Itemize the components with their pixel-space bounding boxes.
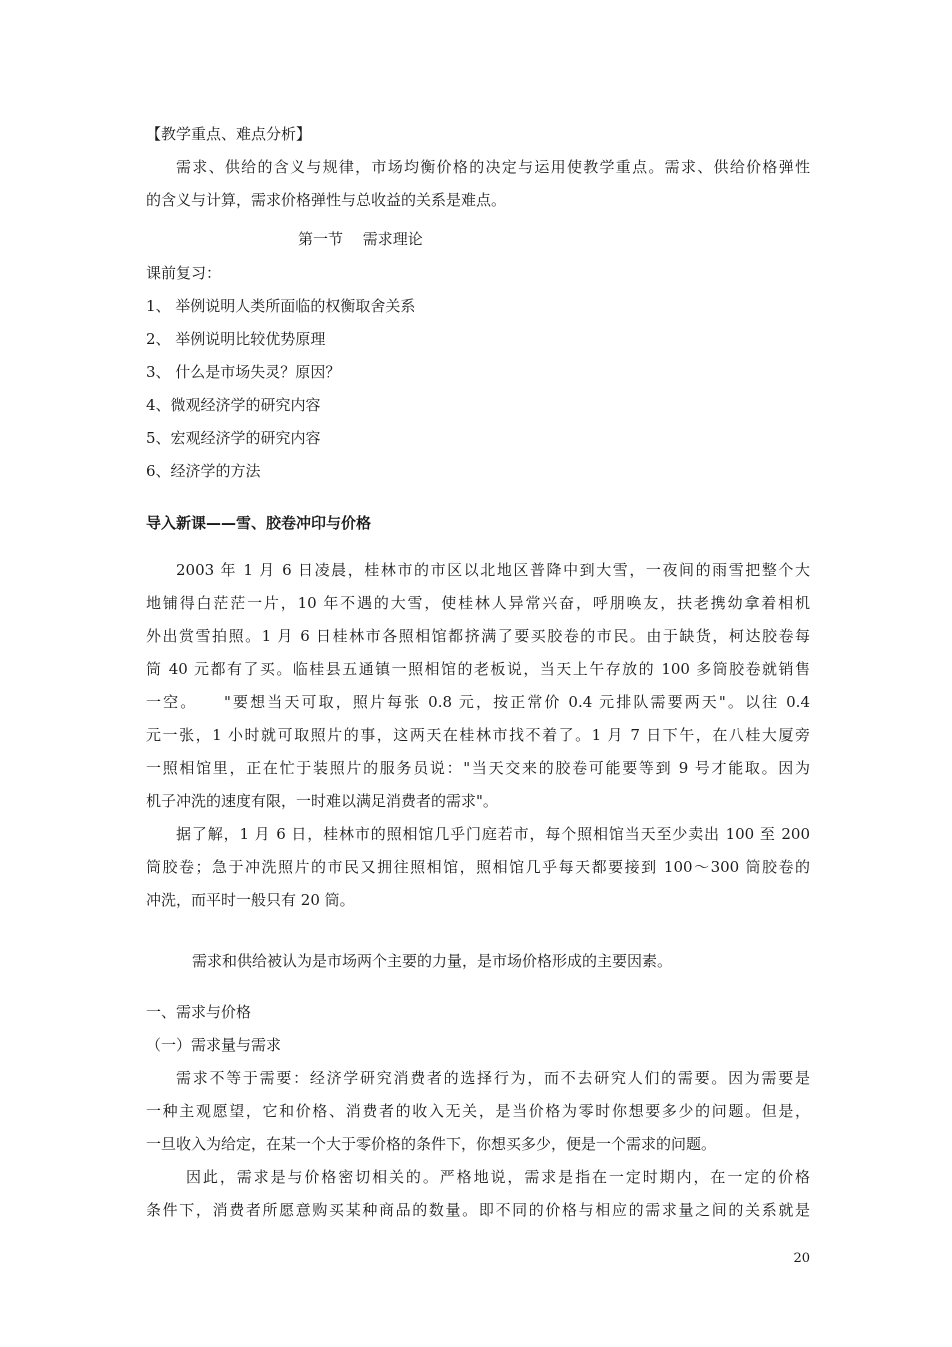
review-item: 4、微观经济学的研究内容	[146, 396, 321, 414]
focus-section	[146, 118, 810, 217]
review-item: 1、 举例说明人类所面临的权衡取舍关系	[146, 297, 416, 315]
demand-section	[146, 996, 810, 1227]
story-line: 2003 年 1 月 6 日凌晨，桂林市的市区以北地区普降中到大雪，一夜间的雨雪把整个大	[176, 561, 810, 579]
review-item: 5、宏观经济学的研究内容	[146, 429, 321, 447]
review-heading: 课前复习：	[146, 264, 222, 282]
focus-body-line: 的含义与计算，需求价格弹性与总收益的关系是难点。	[146, 191, 507, 209]
part-heading: 一、需求与价格	[146, 1003, 252, 1021]
story-line: 一照相馆里，正在忙于装照片的服务员说："当天交来的胶卷可能要等到 9 号才能取。因为	[146, 759, 810, 777]
story-line: 筒 40 元都有了买。临桂县五通镇一照相馆的老板说，当天上午存放的 100 多筒胶卷就销售	[146, 660, 810, 678]
focus-body-line: 需求、供给的含义与规律，市场均衡价格的决定与运用使教学重点。需求、供给价格弹性	[176, 158, 810, 176]
story-line: 冲洗，而平时一般只有 20 筒。	[146, 891, 355, 909]
review-item: 3、 什么是市场失灵？原因？	[146, 363, 341, 381]
key-statement: 需求和供给被认为是市场两个主要的力量，是市场价格形成的主要因素。	[192, 952, 673, 970]
demand-line: 一种主观愿望，它和价格、消费者的收入无关，是当价格为零时你想要多少的问题。但是，	[146, 1102, 810, 1120]
story-line: 外出赏雪拍照。1 月 6 日桂林市各照相馆都挤满了要买胶卷的市民。由于缺货，柯达胶卷每	[146, 627, 810, 645]
intro-heading-block	[146, 507, 810, 540]
story-line: 筒胶卷；急于冲洗照片的市民又拥往照相馆，照相馆几乎每天都要接到 100～300 筒胶卷的	[146, 858, 810, 876]
story-line: 元一张，1 小时就可取照片的事，这两天在桂林市找不着了。1 月 7 日下午，在八桂大厦旁	[146, 726, 810, 744]
story-line: 机子冲洗的速度有限，一时难以满足消费者的需求"。	[146, 792, 498, 810]
demand-line: 一旦收入为给定，在某一个大于零价格的条件下，你想买多少，便是一个需求的问题。	[146, 1135, 717, 1153]
demand-line: 需求不等于需要：经济学研究消费者的选择行为，而不去研究人们的需要。因为需要是	[176, 1069, 810, 1087]
section-title: 第一节 需求理论	[298, 230, 423, 248]
sub-heading: （一）需求量与需求	[146, 1036, 282, 1054]
key-statement-block	[146, 945, 810, 978]
intro-heading: 导入新课——雪、胶卷冲印与价格	[146, 514, 372, 532]
demand-line: 因此，需求是与价格密切相关的。严格地说，需求是指在一定时期内，在一定的价格	[186, 1168, 810, 1186]
section-title-block	[146, 223, 810, 256]
story-line: 据了解，1 月 6 日，桂林市的照相馆几乎门庭若市，每个照相馆当天至少卖出 100 至 200	[176, 825, 810, 843]
page-number: 20	[793, 1251, 810, 1266]
review-item: 2、 举例说明比较优势原理	[146, 330, 326, 348]
story-line: 一空。 "要想当天可取，照片每张 0.8 元，按正常价 0.4 元排队需要两天"。以往 0.4	[146, 693, 810, 711]
story-line: 地铺得白茫茫一片，10 年不遇的大雪，使桂林人异常兴奋，呼朋唤友，扶老携幼拿着相机	[146, 594, 810, 612]
review-item: 6、经济学的方法	[146, 462, 261, 480]
focus-heading: 【教学重点、难点分析】	[146, 125, 312, 143]
story-paragraph	[146, 554, 810, 917]
demand-line: 条件下，消费者所愿意购买某种商品的数量。即不同的价格与相应的需求量之间的关系就是	[146, 1201, 810, 1219]
review-section	[146, 257, 810, 488]
